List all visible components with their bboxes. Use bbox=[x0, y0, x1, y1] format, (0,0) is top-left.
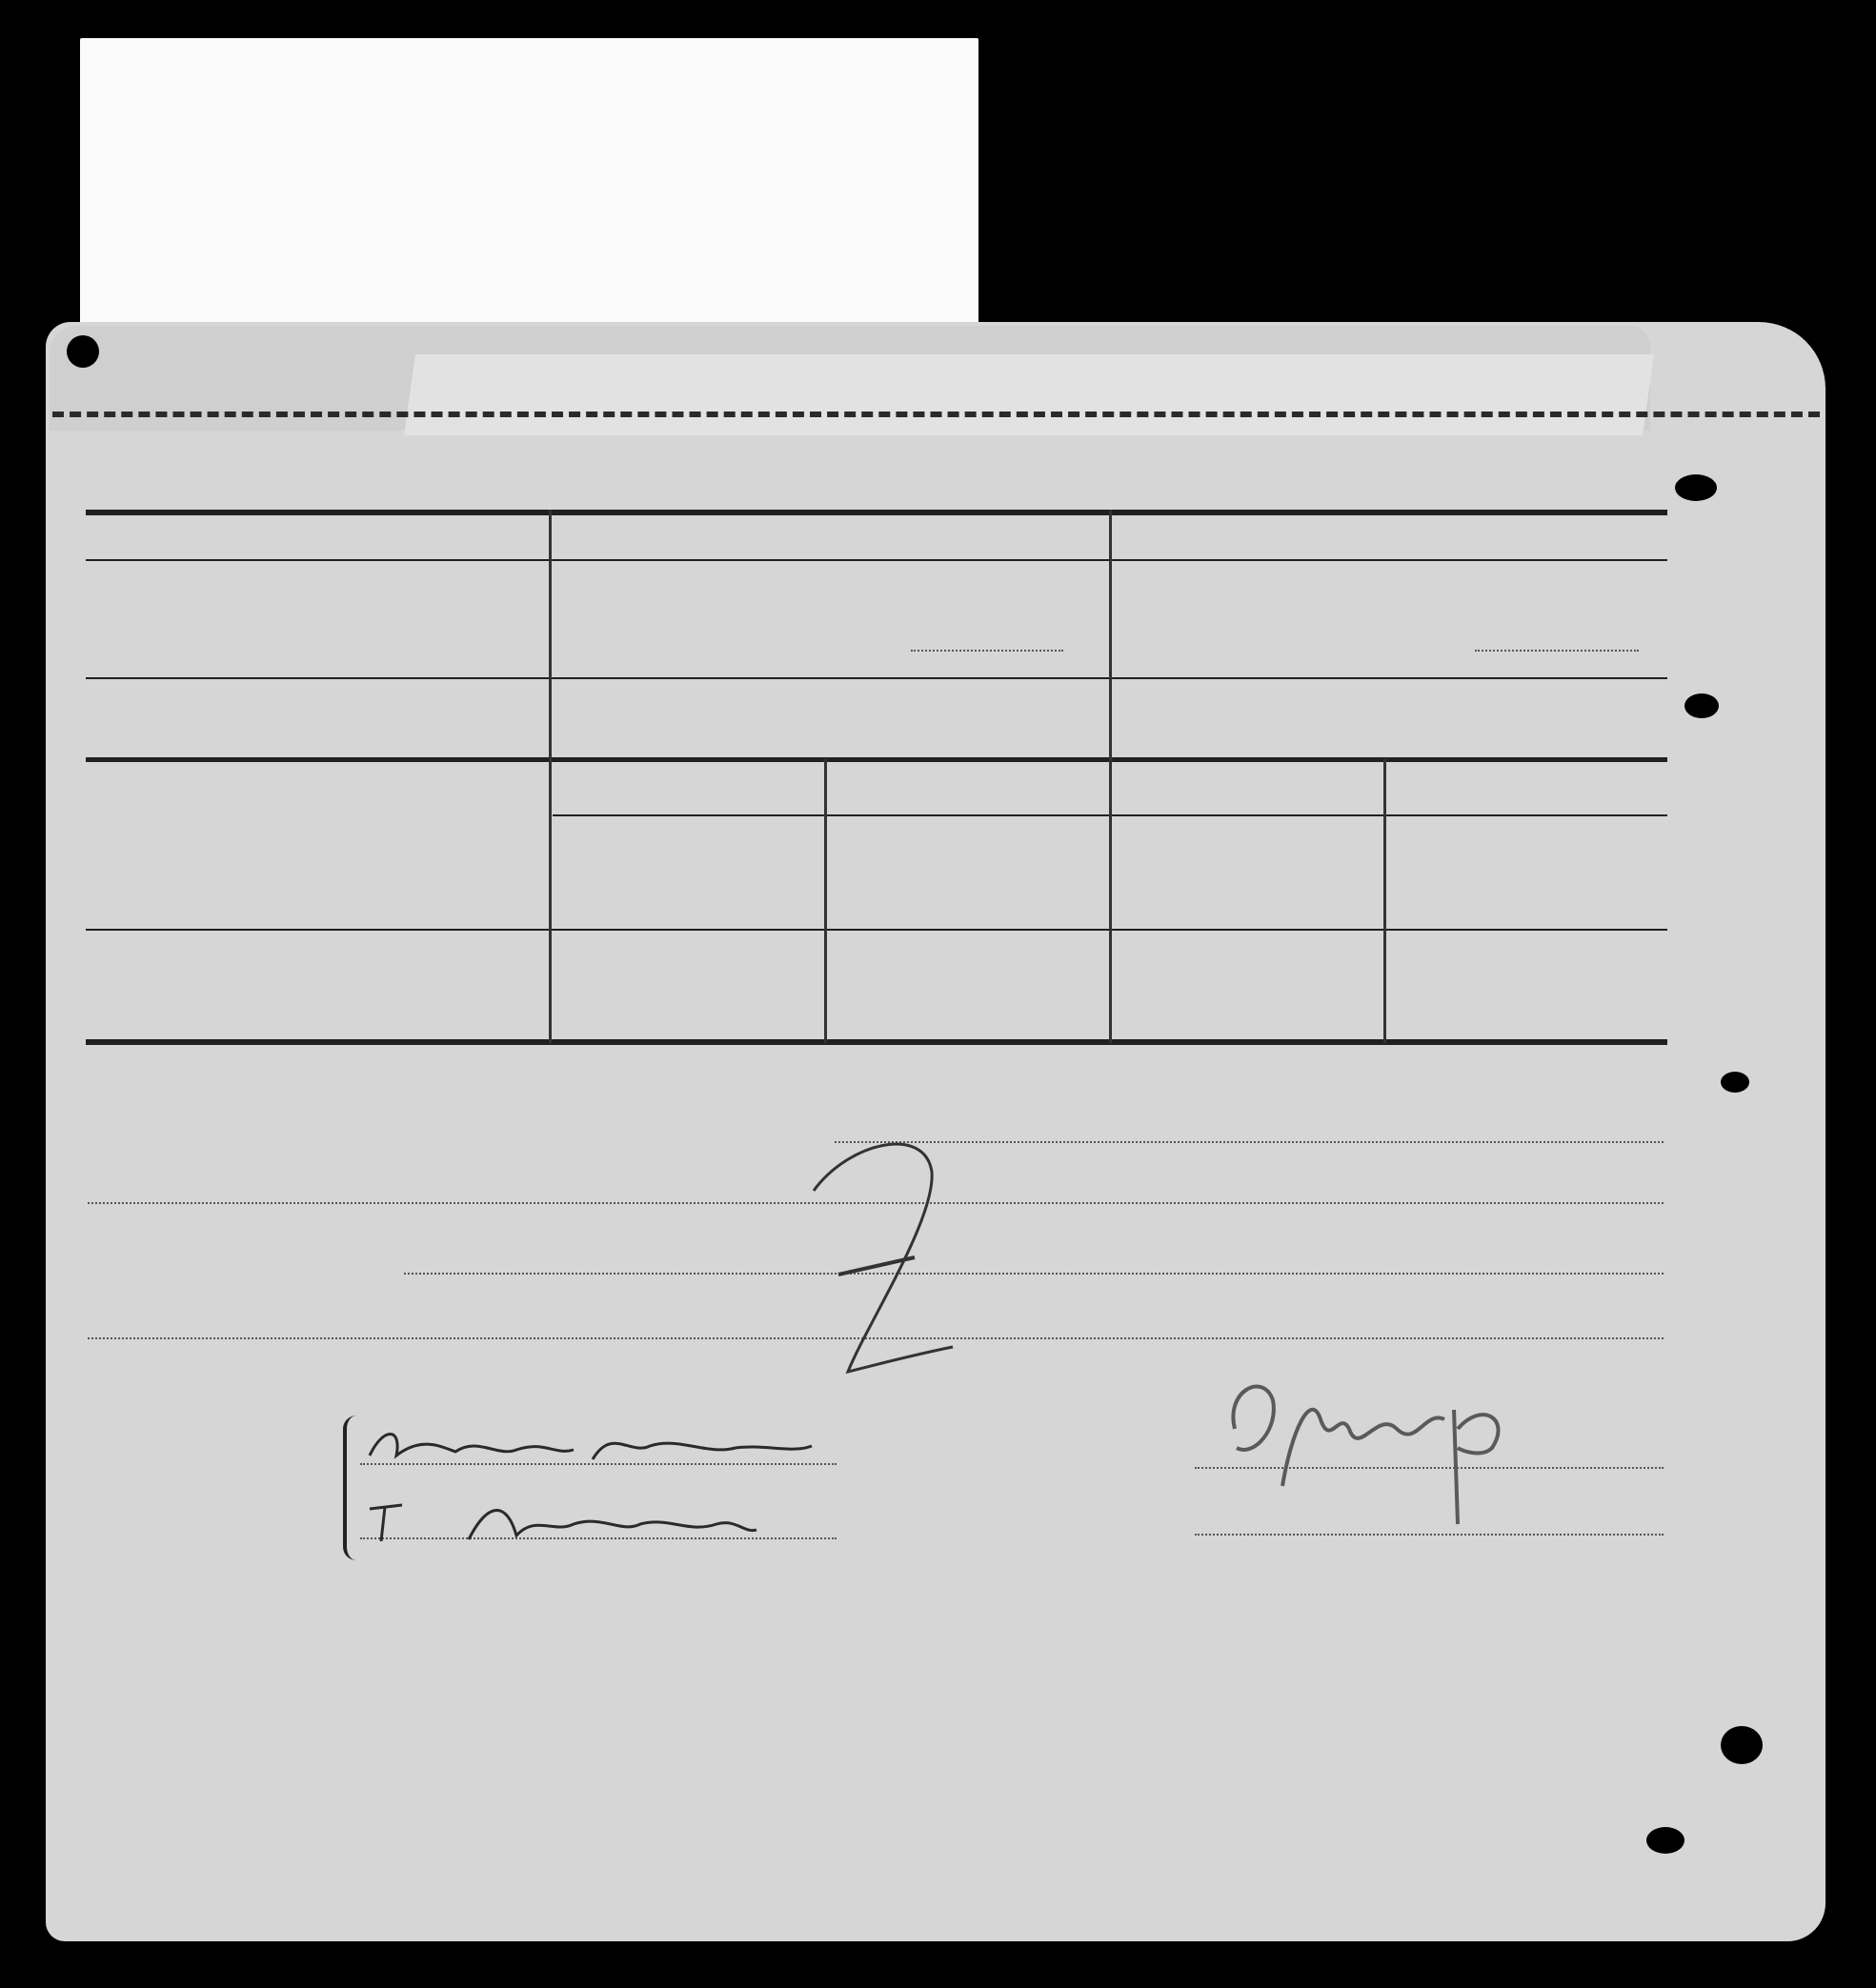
table-rule bbox=[86, 929, 1667, 931]
document-sheet bbox=[46, 322, 1826, 1941]
remarks-dotline bbox=[404, 1273, 1664, 1275]
applicants-brace bbox=[343, 1416, 360, 1560]
table-rule bbox=[86, 677, 1667, 679]
table-col-rule bbox=[549, 510, 552, 1043]
folded-flap bbox=[404, 354, 1654, 435]
edge-hole bbox=[1675, 474, 1717, 501]
damaged-stamp-card bbox=[80, 38, 978, 367]
applicant-signature-1 bbox=[364, 1417, 821, 1475]
row14-mother-dotline bbox=[1475, 650, 1639, 652]
table-col-rule bbox=[824, 759, 827, 1043]
applicant-signature-2 bbox=[364, 1496, 764, 1553]
perforation-line bbox=[52, 412, 1820, 417]
edge-hole bbox=[67, 335, 99, 368]
cancellation-z-mark bbox=[810, 1134, 981, 1391]
table-rule-bottom bbox=[86, 1039, 1667, 1045]
edge-hole bbox=[1646, 1827, 1684, 1854]
edge-hole bbox=[1684, 693, 1719, 718]
table-col-rule bbox=[1383, 759, 1386, 1043]
table-rule bbox=[86, 559, 1667, 561]
table-col-rule bbox=[1109, 510, 1112, 1043]
zags-head-signature bbox=[1225, 1372, 1521, 1543]
row16-label bbox=[111, 832, 149, 837]
table-rule-top bbox=[86, 510, 1667, 515]
edge-hole bbox=[1721, 1726, 1763, 1764]
edge-hole bbox=[1721, 1072, 1749, 1093]
table-rule-thick bbox=[86, 757, 1667, 762]
row14-father-dotline bbox=[911, 650, 1063, 652]
